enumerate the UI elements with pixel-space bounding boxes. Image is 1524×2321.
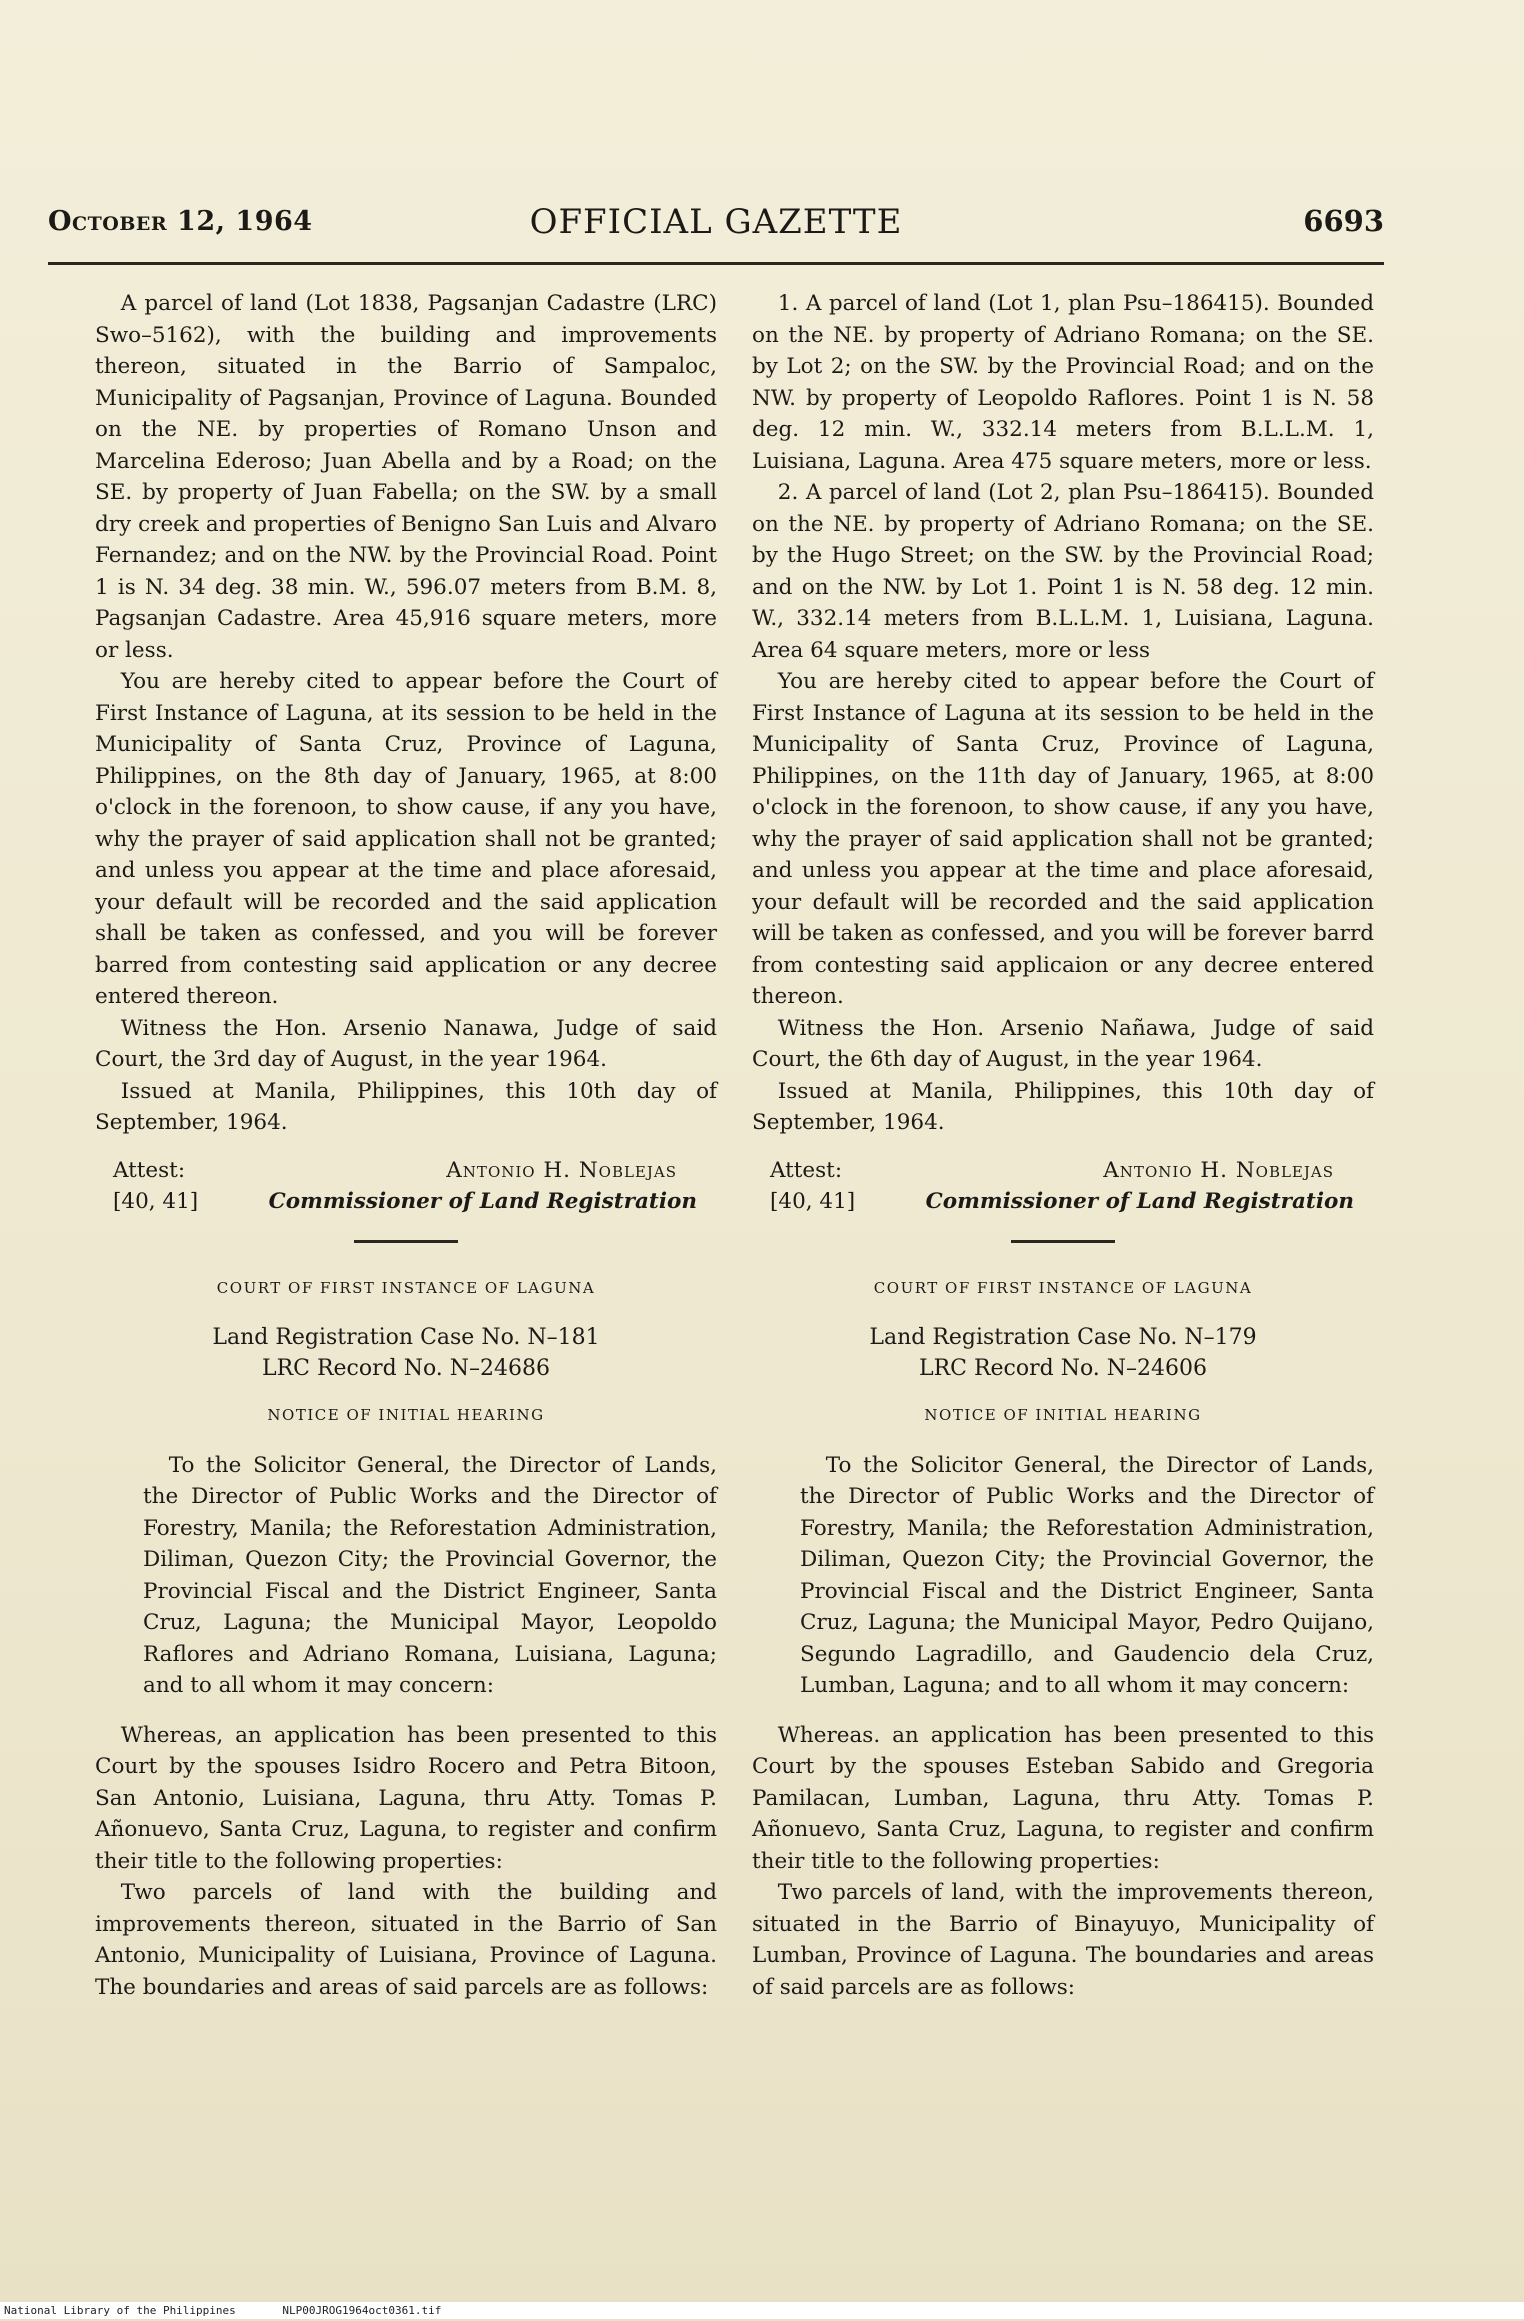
page-number: 6693 [1303,204,1384,238]
issued-paragraph: Issued at Manila, Philippines, this 10th day of September, 1964. [95,1078,717,1135]
parcel-1-description: 1. A parcel of land (Lot 1, plan Psu–186415). Bounded on the NE. by property of Adriano Romana; on the SE. by Lot 2; on the SW. by the Provincial Road; and on the NW. by property of Leopoldo Raflores. Point 1 is N. 58 deg. 12 min. W., 332.14 meters from B.L.L.M. 1, Luisiana, Laguna. Area 475 square meters, more or less. [752,291,1374,474]
court-heading: COURT OF FIRST INSTANCE OF LAGUNA [873,1278,1253,1297]
case-number: Land Registration Case No. N–181 [212,1325,600,1350]
notice-heading: NOTICE OF INITIAL HEARING [924,1406,1202,1424]
notice-heading: NOTICE OF INITIAL HEARING [267,1406,545,1424]
attest-block [752,1155,1374,1187]
record-number: LRC Record No. N–24606 [918,1356,1208,1381]
witness-paragraph: Witness the Hon. Arsenio Nañawa, Judge of said Court, the 6th day of August, in the year 1964. [752,1015,1374,1072]
issue-date: October 12, 1964 [48,206,313,237]
attest-role-line [752,1186,1374,1218]
page-header [48,200,1384,248]
citation-paragraph: You are hereby cited to appear before the Court of First Instance of Laguna, at its session to be held in the Municipality of Santa Cruz, Province of Laguna, Philippines, on the 8th day of January, 1965, at 8:00 o'clock in the forenoon, to show cause, if any you have, why the prayer of said application shall not be granted; and unless you appear at the time and place aforesaid, your default will be recorded and the said application shall be taken as confessed, and you will be forever barred from contesting said application or any decree entered thereon. [95,669,717,1009]
publication-title: OFFICIAL GAZETTE [529,202,903,242]
parcels-intro-paragraph: Two parcels of land, with the improvements thereon, situated in the Barrio of Binayuyo, Municipality of Lumban, Province of Laguna. The boundaries and areas of said parcels are as follows: [752,1880,1374,2000]
attest-label: Attest: [113,1157,186,1183]
parcels-intro-paragraph: Two parcels of land with the building and improvements thereon, situated in the Barrio of San Antonio, Municipality of Luisiana, Province of Laguna. The boundaries and areas of said parcels are as follows: [95,1880,717,2000]
section-separator [354,1240,458,1243]
scan-filename: NLP00JROG1964oct0361.tif [282,2304,442,2317]
court-heading: COURT OF FIRST INSTANCE OF LAGUNA [216,1278,596,1297]
application-paragraph: Whereas. an application has been presented to this Court by the spouses Esteban Sabido and Gregoria Pamilacan, Lumban, Laguna, thru Atty. Tomas P. Añonuevo, Santa Cruz, Laguna, to register and confirm their title to the following properties: [752,1722,1374,1874]
case-number: Land Registration Case No. N–179 [869,1325,1257,1350]
attest-label: Attest: [770,1157,843,1183]
witness-paragraph: Witness the Hon. Arsenio Nanawa, Judge of said Court, the 3rd day of August, in the year 1964. [95,1015,717,1072]
commissioner-role: Commissioner of Land Registration [268,1189,697,1214]
address-paragraph: To the Solicitor General, the Director of Lands, the Director of Public Works and the Director of Forestry, Manila; the Reforestation Administration, Diliman, Quezon City; the Provincial Governor, the Provincial Fiscal and the District Engineer, Santa Cruz, Laguna; the Municipal Mayor, Leopoldo Raflores and Adriano Romana, Luisiana, Laguna; and to all whom it may concern: [143,1452,717,1698]
header-rule [48,262,1384,265]
scan-footer [0,2302,1524,2319]
address-paragraph: To the Solicitor General, the Director of Lands, the Director of Public Works and the Director of Forestry, Manila; the Reforestation Administration, Diliman, Quezon City; the Provincial Governor, the Provincial Fiscal and the District Engineer, Santa Cruz, Laguna; the Municipal Mayor, Pedro Quijano, Segundo Lagradillo, and Gaudencio dela Cruz, Lumban, Laguna; and to all whom it may concern: [800,1452,1374,1698]
attest-role-line [95,1186,717,1218]
reference-number: [40, 41] [113,1189,199,1214]
left-column [95,288,717,2003]
spacer [752,1702,1374,1720]
section-separator [1011,1240,1115,1243]
right-column [752,288,1374,2003]
commissioner-name: Antonio H. Noblejas [1103,1157,1334,1183]
spacer [95,1702,717,1720]
commissioner-role: Commissioner of Land Registration [925,1189,1354,1214]
parcel-description: A parcel of land (Lot 1838, Pagsanjan Cadastre (LRC) Swo–5162), with the building and improvements thereon, situated in the Barrio of Sampaloc, Municipality of Pagsanjan, Province of Laguna. Bounded on the NE. by properties of Romano Unson and Marcelina Ederoso; Juan Abella and by a Road; on the SE. by property of Juan Fabella; on the SW. by a small dry creek and properties of Benigno San Luis and Alvaro Fernandez; and on the NW. by the Provincial Road. Point 1 is N. 34 deg. 38 min. W., 596.07 meters from B.M. 8, Pagsanjan Cadastre. Area 45,916 square meters, more or less. [95,291,717,663]
library-credit: National Library of the Philippines [4,2304,236,2317]
attest-block [95,1155,717,1187]
application-paragraph: Whereas, an application has been presented to this Court by the spouses Isidro Rocero and Petra Bitoon, San Antonio, Luisiana, Laguna, thru Atty. Tomas P. Añonuevo, Santa Cruz, Laguna, to register and confirm their title to the following properties: [95,1722,717,1874]
issued-paragraph: Issued at Manila, Philippines, this 10th day of September, 1964. [752,1078,1374,1135]
reference-number: [40, 41] [770,1189,856,1214]
commissioner-name: Antonio H. Noblejas [446,1157,677,1183]
parcel-2-description: 2. A parcel of land (Lot 2, plan Psu–186415). Bounded on the NE. by property of Adriano Romana; on the SE. by the Hugo Street; on the SW. by the Provincial Road; and on the NW. by Lot 1. Point 1 is N. 58 deg. 12 min. W., 332.14 meters from B.L.L.M. 1, Luisiana, Laguna. Area 64 square meters, more or less [752,480,1374,663]
citation-paragraph: You are hereby cited to appear before the Court of First Instance of Laguna at its session to be held in the Municipality of Santa Cruz, Province of Laguna, Philippines, on the 11th day of January, 1965, at 8:00 o'clock in the forenoon, to show cause, if any you have, why the prayer of said application shall not be granted; and unless you appear at the time and place aforesaid, your default will be recorded and the said application will be taken as confessed, and you will be forever barrd from contesting said applicaion or any decree entered thereon. [752,669,1374,1009]
record-number: LRC Record No. N–24686 [261,1356,551,1381]
